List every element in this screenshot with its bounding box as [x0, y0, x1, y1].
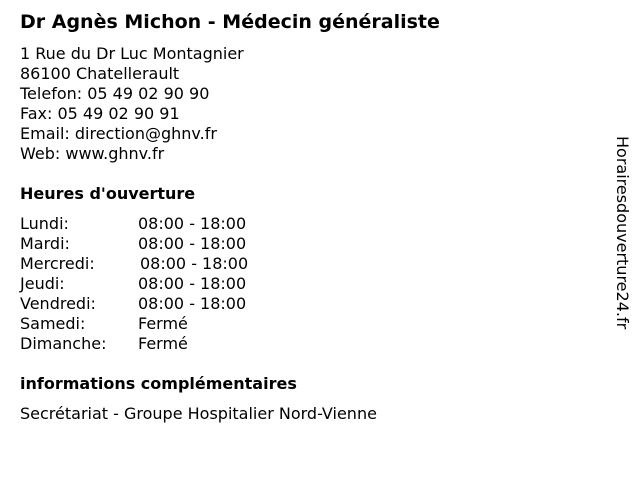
day-label: Lundi:	[20, 214, 69, 233]
hours-heading: Heures d'ouverture	[20, 184, 196, 203]
day-label: Mercredi:	[20, 254, 95, 273]
hours-table	[20, 214, 280, 354]
time-value: 08:00 - 18:00	[138, 294, 247, 313]
contact-info	[20, 44, 244, 164]
time-value: 08:00 - 18:00	[138, 274, 247, 293]
extra-info-text: Secrétariat - Groupe Hospitalier Nord-Vienne	[20, 404, 377, 423]
hours-row-monday	[20, 214, 280, 234]
hours-row-saturday	[20, 314, 280, 334]
website: Web: www.ghnv.fr	[20, 144, 165, 163]
hours-row-sunday	[20, 334, 280, 354]
hours-row-friday	[20, 294, 280, 314]
day-label: Dimanche:	[20, 334, 107, 353]
page-title: Dr Agnès Michon - Médecin généraliste	[20, 11, 440, 33]
phone-number: Telefon: 05 49 02 90 90	[20, 84, 210, 103]
time-value: 08:00 - 18:00	[140, 254, 249, 273]
day-label: Vendredi:	[20, 294, 96, 313]
site-watermark: Horairesdouverture24.fr	[613, 136, 632, 330]
time-value: 08:00 - 18:00	[138, 214, 247, 233]
time-value: Fermé	[138, 334, 188, 353]
fax-number: Fax: 05 49 02 90 91	[20, 104, 180, 123]
time-value: 08:00 - 18:00	[138, 234, 247, 253]
day-label: Mardi:	[20, 234, 70, 253]
hours-row-thursday	[20, 274, 280, 294]
address-city: 86100 Chatellerault	[20, 64, 180, 83]
hours-row-wednesday	[20, 254, 280, 274]
extra-info-heading: informations complémentaires	[20, 374, 297, 393]
time-value: Fermé	[138, 314, 188, 333]
address-street: 1 Rue du Dr Luc Montagnier	[20, 44, 244, 63]
email-address: Email: direction@ghnv.fr	[20, 124, 217, 143]
day-label: Samedi:	[20, 314, 86, 333]
hours-row-tuesday	[20, 234, 280, 254]
day-label: Jeudi:	[20, 274, 65, 293]
